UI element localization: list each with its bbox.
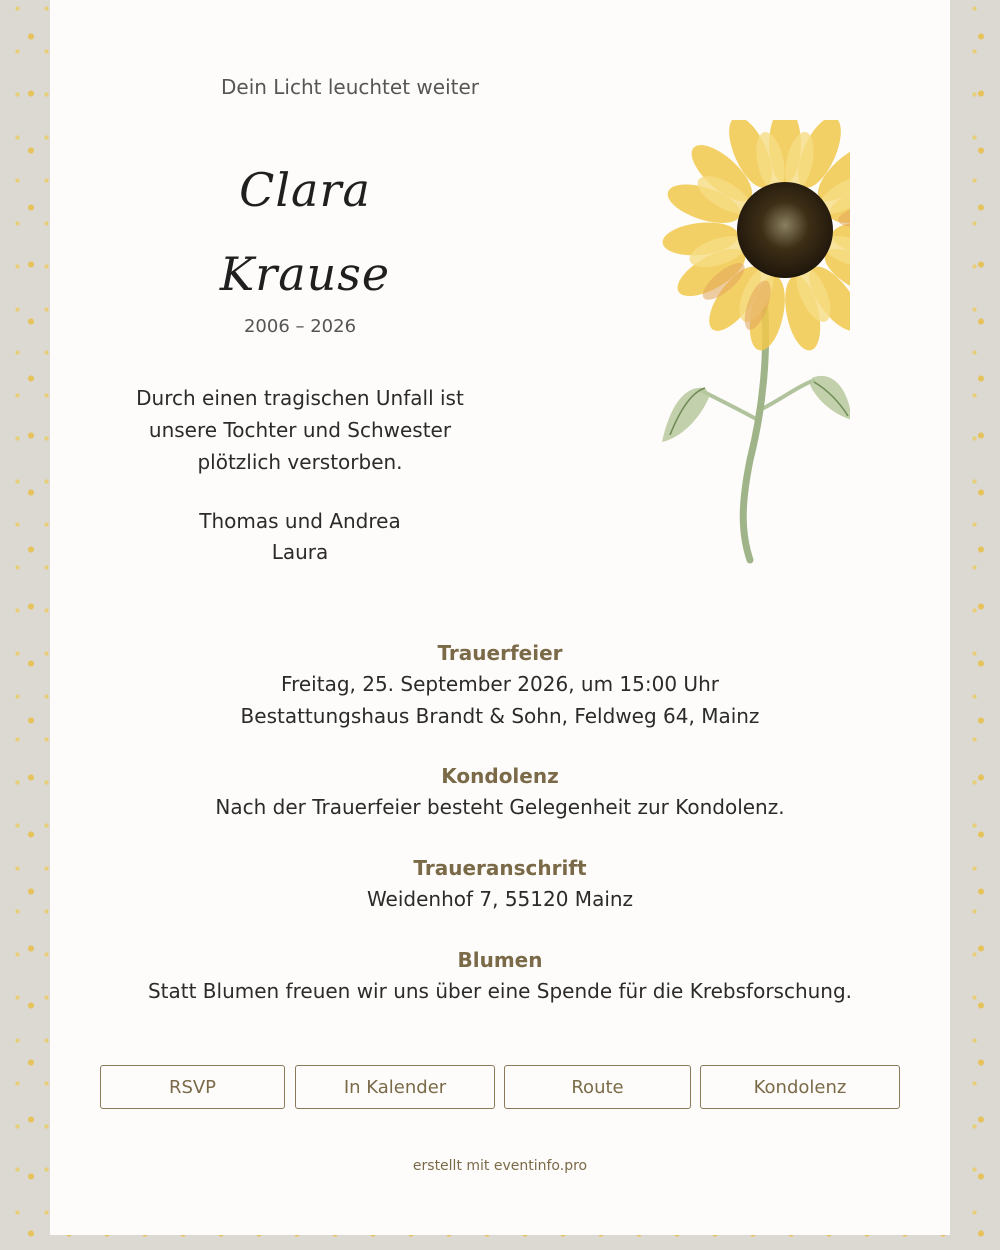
section-heading: Kondolenz [441, 764, 559, 788]
section-text: Weidenhof 7, 55120 Mainz [366, 887, 634, 911]
route-button[interactable]: Route [504, 1065, 691, 1109]
section-text: Nach der Trauerfeier besteht Gelegenheit zur Kondolenz. [215, 795, 785, 819]
section-heading: Blumen [457, 948, 543, 972]
tagline: Dein Licht leuchtet weiter [220, 75, 479, 99]
section-flowers [50, 945, 950, 1007]
life-years: 2006 – 2026 [243, 316, 357, 337]
last-name: Krause [219, 247, 391, 301]
rsvp-button[interactable]: RSVP [100, 1065, 285, 1109]
signers [50, 506, 550, 568]
condolence-button[interactable]: Kondolenz [700, 1065, 900, 1109]
add-to-calendar-button[interactable]: In Kalender [295, 1065, 495, 1109]
section-address [50, 853, 950, 915]
section-text: Bestattungshaus Brandt & Sohn, Feldweg 64, Mainz [240, 704, 760, 728]
section-funeral [50, 638, 950, 732]
first-name: Clara [239, 163, 371, 217]
footer-credit[interactable]: erstellt mit eventinfo.pro [412, 1158, 588, 1174]
obituary-message: Durch einen tragischen Unfall ist unsere Tochter und Schwester plötzlich verstorben. [136, 386, 464, 474]
signer-sibling: Laura [271, 540, 329, 564]
section-text: Freitag, 25. September 2026, um 15:00 Uhr [281, 672, 719, 696]
section-heading: Trauerfeier [437, 641, 563, 665]
sunflower-illustration [600, 120, 850, 570]
section-condolence [50, 761, 950, 823]
section-text: Statt Blumen freuen wir uns über eine Spende für die Krebsforschung. [147, 979, 853, 1003]
obituary-card [50, 0, 950, 1235]
signer-parents: Thomas und Andrea [199, 509, 401, 533]
section-heading: Traueranschrift [413, 856, 587, 880]
